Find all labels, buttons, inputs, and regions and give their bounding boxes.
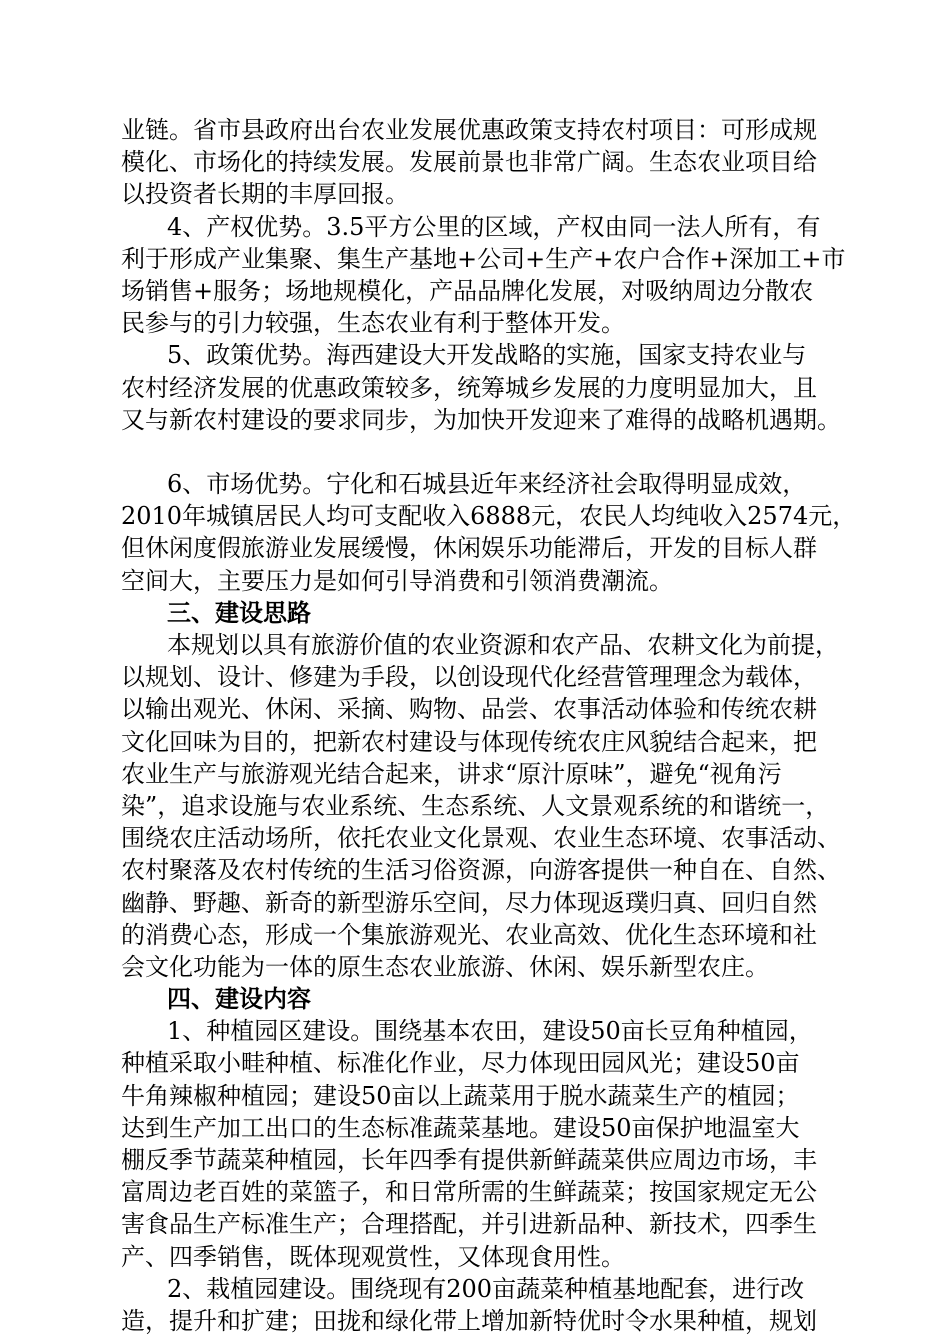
text-line: 的消费心态，形成一个集旅游观光、农业高效、优化生态环境和社 [121, 920, 817, 949]
text-line: 种植采取小畦种植、标准化作业，尽力体现田园风光；建设50亩 [121, 1049, 800, 1078]
text-line: 模化、市场化的持续发展。发展前景也非常广阔。生态农业项目给 [121, 148, 817, 177]
text-line: 棚反季节蔬菜种植园，长年四季有提供新鲜蔬菜供应周边市场，丰 [121, 1146, 817, 1174]
paragraph-start-line: 5、政策优势。海西建设大开发战略的实施，国家支持农业与 [167, 341, 807, 370]
paragraph-start-line: 2、栽植园建设。围绕现有200亩蔬菜种植基地配套，进行改 [167, 1274, 805, 1303]
text-line: 2010年城镇居民人均可支配收入6888元，农民人均纯收入2574元， [121, 502, 857, 531]
text-line: 达到生产加工出口的生态标准蔬菜基地。建设50亩保护地温室大 [121, 1113, 800, 1142]
text-line: 业链。省市县政府出台农业发展优惠政策支持农村项目：可形成规 [121, 116, 817, 144]
text-line: 但休闲度假旅游业发展缓慢，休闲娱乐功能滞后，开发的目标人群 [121, 534, 817, 563]
blank-line [121, 436, 881, 468]
text-line: 牛角辣椒种植园；建设50亩以上蔬菜用于脱水蔬菜生产的植园； [121, 1081, 800, 1110]
text-line: 空间大，主要压力是如何引导消费和引领消费潮流。 [121, 566, 673, 595]
paragraph-start-line: 本规划以具有旅游价值的农业资源和农产品、农耕文化为前提， [167, 631, 839, 659]
section-heading: 三、建设思路 [167, 598, 311, 627]
text-line: 又与新农村建设的要求同步，为加快开发迎来了难得的战略机遇期。 [121, 405, 841, 434]
text-line: 以规划、设计、修建为手段，以创设现代化经营管理理念为载体， [121, 663, 817, 692]
document-body [121, 114, 881, 1337]
text-line: 利于形成产业集聚、集生产基地+公司+生产+农户合作+深加工+市 [121, 244, 846, 273]
text-line: 农业生产与旅游观光结合起来，讲求“原汁原味”，避免“视角污 [121, 759, 782, 788]
paragraph-start-line: 4、产权优势。3.5平方公里的区域，产权由同一法人所有，有 [167, 212, 821, 241]
paragraph-start-line: 6、市场优势。宁化和石城县近年来经济社会取得明显成效， [167, 470, 807, 499]
text-line: 害食品生产标准生产；合理搭配，并引进新品种、新技术，四季生 [121, 1210, 817, 1239]
text-line: 富周边老百姓的菜篮子，和日常所需的生鲜蔬菜；按国家规定无公 [121, 1178, 817, 1207]
paragraph-start-line: 1、种植园区建设。围绕基本农田，建设50亩长豆角种植园， [167, 1017, 813, 1046]
section-heading: 四、建设内容 [167, 985, 311, 1014]
text-line: 产、四季销售，既体现观赏性，又体现食用性。 [121, 1242, 625, 1271]
text-line: 围绕农庄活动场所，依托农业文化景观、农业生态环境、农事活动、 [121, 824, 841, 853]
text-line: 以输出观光、休闲、采摘、购物、品尝、农事活动体验和传统农耕 [121, 695, 817, 724]
text-line: 造，提升和扩建；田拢和绿化带上增加新特优时令水果种植，规划 [121, 1306, 817, 1335]
text-line: 文化回味为目的，把新农村建设与体现传统农庄风貌结合起来，把 [121, 727, 817, 756]
text-line: 会文化功能为一体的原生态农业旅游、休闲、娱乐新型农庄。 [121, 952, 769, 981]
text-line: 染”，追求设施与农业系统、生态系统、人文景观系统的和谐统一， [121, 791, 830, 820]
text-line: 民参与的引力较强，生态农业有利于整体开发。 [121, 309, 625, 338]
text-line: 农村聚落及农村传统的生活习俗资源，向游客提供一种自在、自然、 [121, 856, 841, 885]
text-line: 幽静、野趣、新奇的新型游乐空间，尽力体现返璞归真、回归自然 [121, 888, 817, 917]
text-line: 场销售+服务；场地规模化，产品品牌化发展，对吸纳周边分散农 [121, 276, 814, 305]
text-line: 农村经济发展的优惠政策较多，统筹城乡发展的力度明显加大，且 [121, 373, 817, 402]
text-line: 以投资者长期的丰厚回报。 [121, 180, 409, 209]
